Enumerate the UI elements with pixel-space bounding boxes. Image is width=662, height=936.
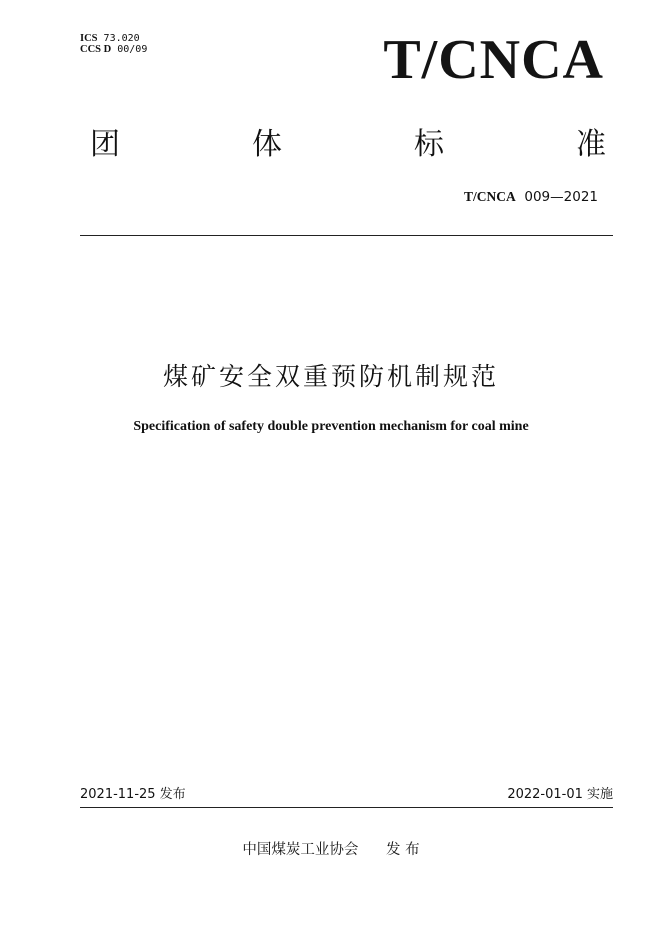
ccs-code bbox=[80, 44, 147, 55]
publisher bbox=[0, 840, 662, 860]
title-chinese: 煤矿安全双重预防机制规范 bbox=[162, 362, 499, 391]
standard-number-value: 009—2021 bbox=[524, 189, 598, 205]
group-standard-char-4: 准 bbox=[576, 127, 606, 162]
ics-label: ICS bbox=[80, 33, 98, 44]
publisher-action: 发 布 bbox=[386, 842, 420, 858]
ics-value: 73.020 bbox=[103, 33, 140, 44]
ics-code bbox=[80, 33, 147, 44]
title-english: Specification of safety double prevention mechanism for coal mine bbox=[133, 419, 529, 434]
ccs-label: CCS D bbox=[80, 44, 112, 55]
group-standard-heading bbox=[90, 125, 606, 167]
standard-number bbox=[464, 188, 598, 206]
publisher-org: 中国煤炭工业协会 bbox=[242, 842, 359, 858]
effective-date: 2022-01-01 实施 bbox=[507, 787, 613, 802]
ccs-value: 00/09 bbox=[117, 44, 148, 55]
group-standard-char-3: 标 bbox=[414, 127, 444, 162]
tcnca-logo: T/CNCA bbox=[383, 29, 604, 91]
issue-date: 2021-11-25 发布 bbox=[80, 787, 186, 802]
group-standard-char-2: 体 bbox=[252, 127, 282, 162]
standard-number-prefix: T/CNCA bbox=[464, 189, 516, 204]
group-standard-char-1: 团 bbox=[90, 127, 120, 162]
classification-codes bbox=[80, 33, 147, 55]
header-divider bbox=[80, 235, 613, 236]
footer-divider bbox=[80, 807, 613, 808]
